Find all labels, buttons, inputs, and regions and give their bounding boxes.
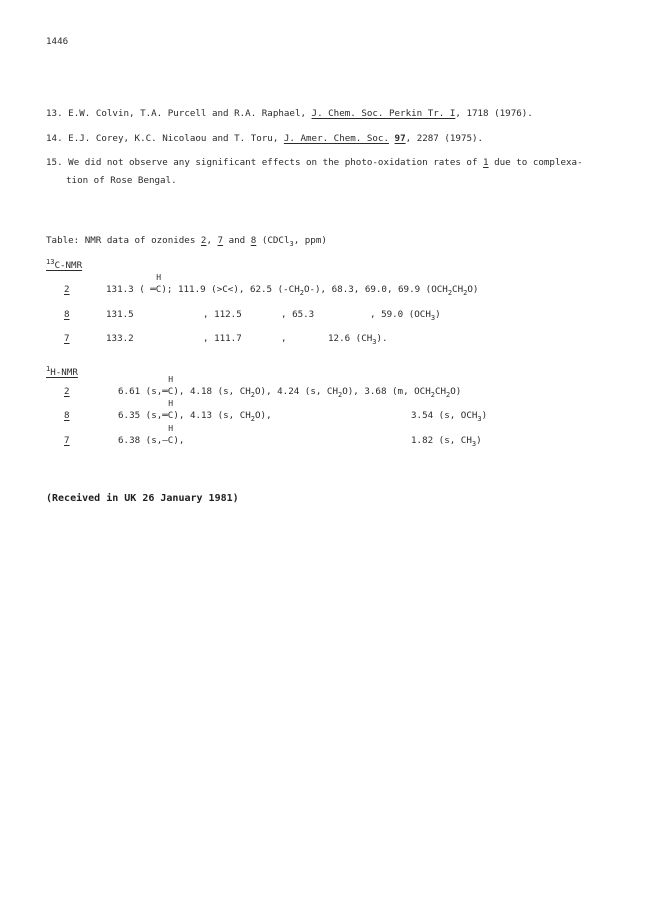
vinyl-group — [150, 273, 162, 295]
reference-journal: J. Chem. Soc. Perkin Tr. I — [311, 108, 456, 119]
page-number: 1446 — [46, 36, 69, 47]
shift-value: 3.54 (s, OCH — [411, 410, 478, 421]
reference-number: 15. — [46, 157, 63, 168]
shift-text: ), 4.13 (s, CH — [173, 410, 251, 421]
hydrogen-label: H — [168, 375, 174, 384]
caption-text: Table: NMR data of ozonides — [46, 235, 201, 246]
reference-journal: J. Amer. Chem. Soc. — [283, 133, 389, 144]
c13-row-compound-7: 7 — [64, 333, 70, 344]
shift-end: ) — [435, 309, 441, 320]
reference-15 — [46, 157, 583, 168]
shift-value: 62.5 (-CH — [249, 284, 300, 295]
shift-end: ), — [173, 435, 185, 446]
reference-details: , 2287 (1975). — [405, 133, 484, 144]
c13-row-8-v1: 131.5 — [106, 309, 134, 320]
hydrogen-label: H — [168, 424, 174, 433]
h1-row-7-values — [118, 424, 185, 446]
shift-separator: ), — [233, 284, 245, 295]
h1-row-compound-8: 8 — [64, 410, 70, 421]
shift-value: 68.3, 69.0, 69.9 (OCH — [331, 284, 448, 295]
isotope-superscript: 1 — [46, 365, 51, 373]
subscript: 2 — [463, 289, 468, 297]
shift-value: , 59.0 (OCH — [370, 309, 431, 320]
shift-end: ). — [376, 333, 388, 344]
c13-row-8-v4 — [370, 309, 441, 320]
received-date: (Received in UK 26 January 1981) — [46, 493, 239, 504]
caption-subscript: 3 — [289, 240, 294, 248]
subscript: 3 — [471, 440, 477, 448]
c13-row-2-values — [106, 273, 479, 297]
c13-row-7-v4 — [328, 333, 388, 344]
caption-compound-7: 7 — [217, 235, 224, 246]
reference-15-continuation: tion of Rose Bengal. — [66, 175, 177, 186]
subscript: 2 — [250, 391, 256, 399]
shift-value: 6.61 (s, — [118, 386, 163, 397]
reference-number: 14. — [46, 133, 63, 144]
vinyl-symbol: ═C — [150, 284, 162, 295]
caption-units: , ppm) — [293, 235, 327, 246]
hydrogen-label: H — [168, 399, 174, 408]
h1-row-8-methoxy — [411, 410, 487, 421]
reference-authors: E.J. Corey, K.C. Nicolaou and T. Toru, — [68, 133, 284, 144]
hydrogen-label: H — [156, 273, 162, 282]
reference-13 — [46, 108, 533, 119]
shift-end: O) — [467, 284, 479, 295]
vinyl-symbol: —C — [162, 435, 174, 446]
ozonide-carbon: >C< — [216, 284, 234, 295]
c13-nmr-header — [46, 260, 82, 271]
reference-details: , 1718 (1976). — [455, 108, 533, 119]
vinyl-group — [162, 399, 174, 421]
subscript: 2 — [446, 391, 451, 399]
vinyl-symbol: ═C — [162, 386, 174, 397]
subscript: 2 — [447, 289, 453, 297]
subscript: 3 — [372, 338, 377, 346]
shift-text: O), 4.24 (s, CH — [255, 386, 338, 397]
table-caption — [46, 235, 327, 246]
reference-compound: 1 — [483, 157, 489, 168]
caption-and: and — [223, 235, 251, 246]
h1-nmr-header — [46, 367, 78, 378]
shift-text: CH — [452, 284, 464, 295]
shift-value: 12.6 (CH — [328, 333, 373, 344]
isotope-superscript: 13 — [46, 258, 55, 266]
reference-authors: E.W. Colvin, T.A. Purcell and R.A. Raphael, — [68, 108, 312, 119]
section-title: C-NMR — [54, 260, 83, 271]
subscript: 2 — [430, 391, 435, 399]
h1-row-2-values — [118, 375, 462, 399]
h1-row-8-values — [118, 399, 272, 423]
c13-row-compound-2: 2 — [64, 284, 70, 295]
shift-end: ) — [481, 410, 488, 421]
caption-separator: , — [206, 235, 218, 246]
shift-separator: O-), — [303, 284, 327, 295]
subscript: 2 — [338, 391, 343, 399]
shift-end: ) — [476, 435, 482, 446]
shift-text: O), 3.68 (m, OCH — [342, 386, 431, 397]
shift-end: O), — [255, 410, 272, 421]
caption-compound-8: 8 — [250, 235, 257, 246]
caption-solvent: (CDCl — [256, 235, 290, 246]
shift-value: 111.9 ( — [177, 284, 217, 295]
c13-row-7-v3: , — [281, 333, 287, 344]
reference-volume: 97 — [394, 133, 406, 144]
subscript: 3 — [477, 415, 482, 423]
reference-text-end: due to complexa- — [488, 157, 583, 168]
shift-value: 6.35 (s, — [118, 410, 163, 421]
reference-number: 13. — [46, 108, 63, 119]
c13-row-7-v2: , 111.7 — [203, 333, 242, 344]
shift-value: 131.3 ( — [106, 284, 151, 295]
shift-value: 1.82 (s, CH — [411, 435, 472, 446]
c13-row-8-v2: , 112.5 — [203, 309, 242, 320]
h1-row-compound-2: 2 — [64, 386, 70, 397]
section-title: H-NMR — [50, 367, 78, 378]
shift-end: O) — [450, 386, 462, 397]
shift-value: 6.38 (s, — [118, 435, 163, 446]
vinyl-group — [162, 424, 174, 446]
shift-text: ), 4.18 (s, CH — [173, 386, 251, 397]
shift-separator: ); — [161, 284, 173, 295]
reference-14 — [46, 133, 483, 144]
subscript: 2 — [299, 289, 304, 297]
h1-row-compound-7: 7 — [64, 435, 70, 446]
reference-text: We did not observe any significant effects on the photo-oxidation rates of — [68, 157, 484, 168]
vinyl-symbol: ═C — [162, 410, 174, 421]
c13-row-7-v1: 133.2 — [106, 333, 134, 344]
h1-row-7-methyl — [411, 435, 482, 446]
shift-text: CH — [434, 386, 447, 397]
subscript: 3 — [430, 314, 436, 322]
vinyl-group — [162, 375, 174, 397]
caption-compound-2: 2 — [200, 235, 207, 246]
c13-row-8-v3: , 65.3 — [281, 309, 315, 320]
subscript: 2 — [250, 415, 256, 423]
c13-row-compound-8: 8 — [64, 309, 70, 320]
